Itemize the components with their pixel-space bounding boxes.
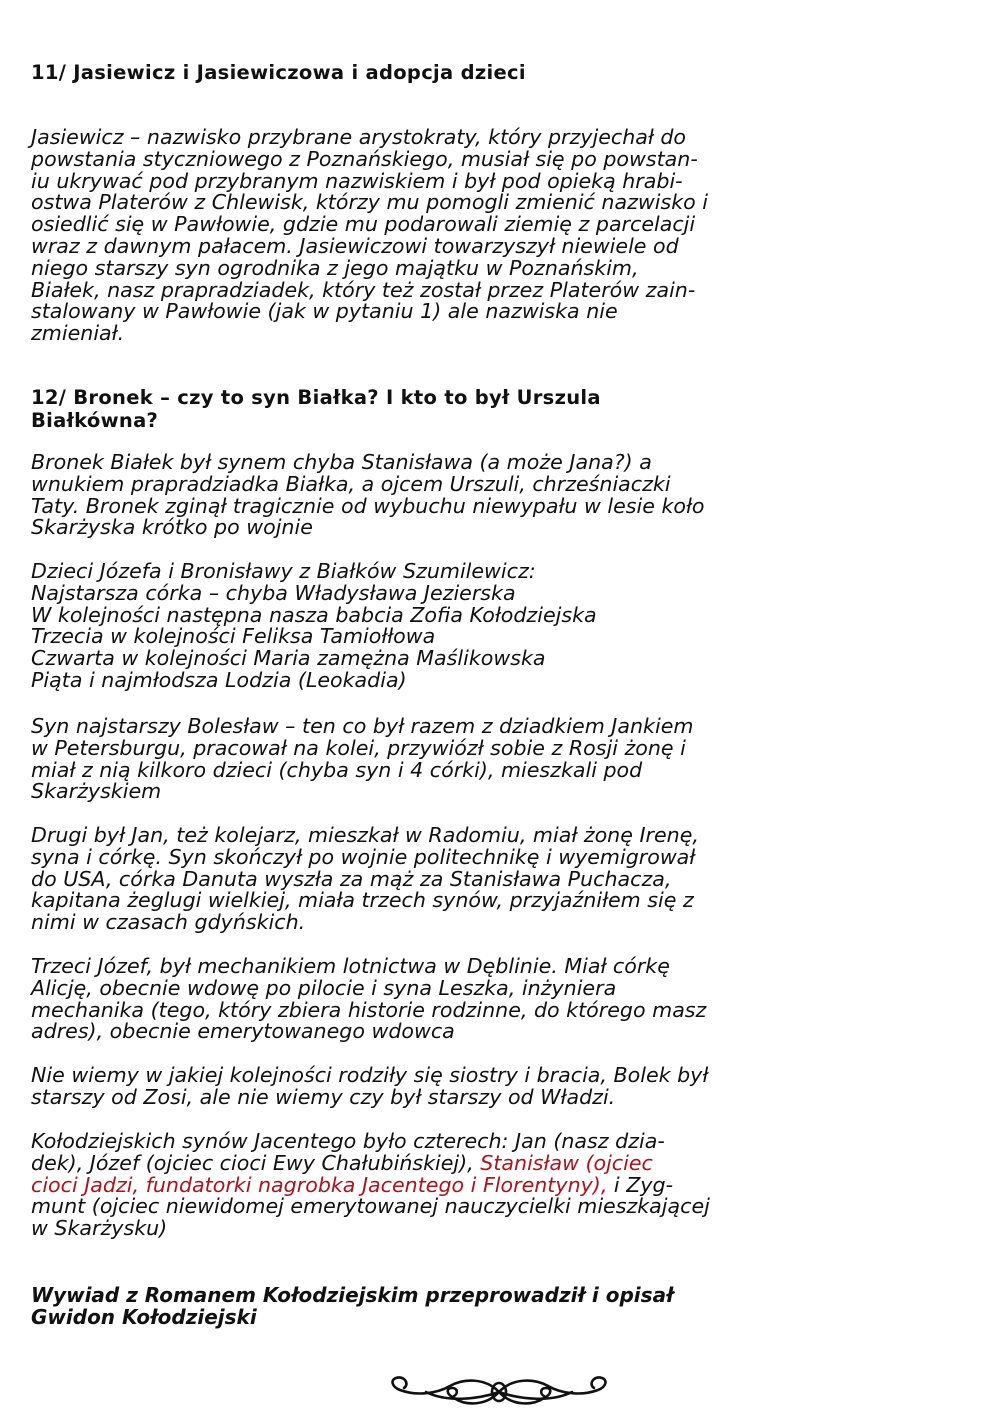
text-line: mechanika (tego, który zbiera historie rodzinne, do którego masz: [31, 997, 707, 1022]
text-segment: i Zyg-: [607, 1172, 674, 1197]
paragraph-children-list: [31, 561, 981, 692]
paragraph-jozef: [31, 956, 981, 1043]
flourish-divider-icon: [386, 1372, 612, 1412]
highlighted-text: Stanisław (ojciec: [480, 1150, 653, 1175]
text-line: powstania styczniowego z Poznańskiego, musiał się po powstan-: [31, 146, 698, 171]
text-line: ostwa Platerów z Chlewisk, którzy mu pomogli zmienić nazwisko i: [31, 190, 708, 215]
signature-line: Wywiad z Romanem Kołodziejskim przeprowadził i opisał: [31, 1283, 674, 1307]
text-line: starszy od Zosi, ale nie wiemy czy był starszy od Władzi.: [31, 1084, 616, 1109]
text-line: do USA, córka Danuta wyszła za mąż za Stanisława Puchacza,: [31, 866, 672, 891]
text-line: kapitana żeglugi wielkiej, miała trzech synów, przyjaźniłem się z: [31, 888, 694, 913]
text-line: Skarżyskiem: [31, 779, 162, 804]
text-line: Syn najstarszy Bolesław – ten co był razem z dziadkiem Jankiem: [31, 714, 694, 738]
text-line: Najstarsza córka – chyba Władysława Jezierska: [31, 580, 516, 605]
text-line: syna i córkę. Syn skończył po wojnie politechnikę i wyemigrował: [31, 844, 696, 869]
text-line: Alicję, obecnie wdowę po pilocie i syna Leszka, inżyniera: [31, 975, 617, 1000]
heading-line: Białkówna?: [31, 409, 159, 432]
text-line: w Skarżysku): [31, 1216, 168, 1241]
text-line: Piąta i najmłodsza Lodzia (Leokadia): [31, 667, 407, 692]
text-line: Skarżyska krótko po wojnie: [31, 515, 313, 540]
text-line: iu ukrywać pod przybranym nazwiskiem i był pod opieką hrabi-: [31, 168, 683, 193]
text-line: Kołodziejskich synów Jacentego było czterech: Jan (nasz dzia-: [31, 1129, 665, 1153]
paragraph-bronek: [31, 452, 981, 539]
text-line: Dzieci Józefa i Bronisławy z Białków Szumilewicz:: [31, 559, 536, 583]
text-line: niego starszy syn ogrodnika z jego majątku w Poznańskim,: [31, 255, 639, 280]
text-line: [31, 1172, 981, 1197]
text-line: Taty. Bronek zginął tragicznie od wybuchu niewypału w lesie koło: [31, 493, 705, 518]
text-line: w Petersburgu, pracował na kolei, przywiózł sobie z Rosji żonę i: [31, 735, 686, 760]
section-12-heading: [31, 386, 601, 432]
text-segment: dek), Józef (ojciec cioci Ewy Chałubińskiej),: [31, 1150, 481, 1175]
text-line: adres), obecnie emerytowanego wdowca: [31, 1019, 455, 1044]
text-line: Czwarta w kolejności Maria zamężna Maślikowska: [31, 646, 546, 671]
text-line: stalowany w Pawłowie (jak w pytaniu 1) ale nazwiska nie: [31, 299, 618, 324]
text-line: Trzecia w kolejności Feliksa Tamiołłowa: [31, 624, 436, 649]
section-11-body: [31, 127, 981, 345]
text-line: Bronek Białek był synem chyba Stanisława (a może Jana?) a: [31, 450, 652, 474]
paragraph-jan: [31, 825, 981, 934]
text-line: wraz z dawnym pałacem. Jasiewiczowi towarzyszył niewiele od: [31, 233, 679, 258]
signature: [31, 1284, 674, 1328]
paragraph-order: [31, 1065, 981, 1109]
text-line: [31, 1150, 981, 1175]
text-line: wnukiem prapradziadka Białka, a ojcem Urszuli, chrześniaczki: [31, 471, 671, 496]
text-line: Drugi był Jan, też kolejarz, mieszkał w Radomiu, miał żonę Irenę,: [31, 823, 699, 847]
text-line: Nie wiemy w jakiej kolejności rodziły się siostry i bracia, Bolek był: [31, 1063, 709, 1087]
paragraph-boleslaw: [31, 716, 981, 803]
text-line: nimi w czasach gdyńskich.: [31, 910, 306, 935]
section-11-heading: 11/ Jasiewicz i Jasiewiczowa i adopcja dzieci: [31, 61, 526, 84]
text-line: munt (ojciec niewidomej emerytowanej nauczycielki mieszkającej: [31, 1194, 710, 1219]
text-line: Białek, nasz prapradziadek, który też został przez Platerów zain-: [31, 277, 696, 302]
signature-line: Gwidon Kołodziejski: [31, 1305, 257, 1329]
text-line: miał z nią kilkoro dzieci (chyba syn i 4 córki), mieszkali pod: [31, 757, 643, 782]
text-line: W kolejności następna nasza babcia Zofia Kołodziejska: [31, 602, 597, 627]
text-line: osiedlić się w Pawłowie, gdzie mu podarowali ziemię z parcelacji: [31, 212, 696, 237]
highlighted-text: cioci Jadzi, fundatorki nagrobka Jacentego i Florentyny),: [31, 1172, 608, 1197]
text-line: Trzeci Józef, był mechanikiem lotnictwa w Dęblinie. Miał córkę: [31, 954, 670, 978]
paragraph-kolodziejski-sons: [31, 1131, 981, 1240]
heading-line: 12/ Bronek – czy to syn Białka? I kto to był Urszula: [31, 386, 601, 409]
text-line: Jasiewicz – nazwisko przybrane arystokraty, który przyjechał do: [31, 125, 687, 149]
text-line: zmieniał.: [31, 321, 125, 346]
